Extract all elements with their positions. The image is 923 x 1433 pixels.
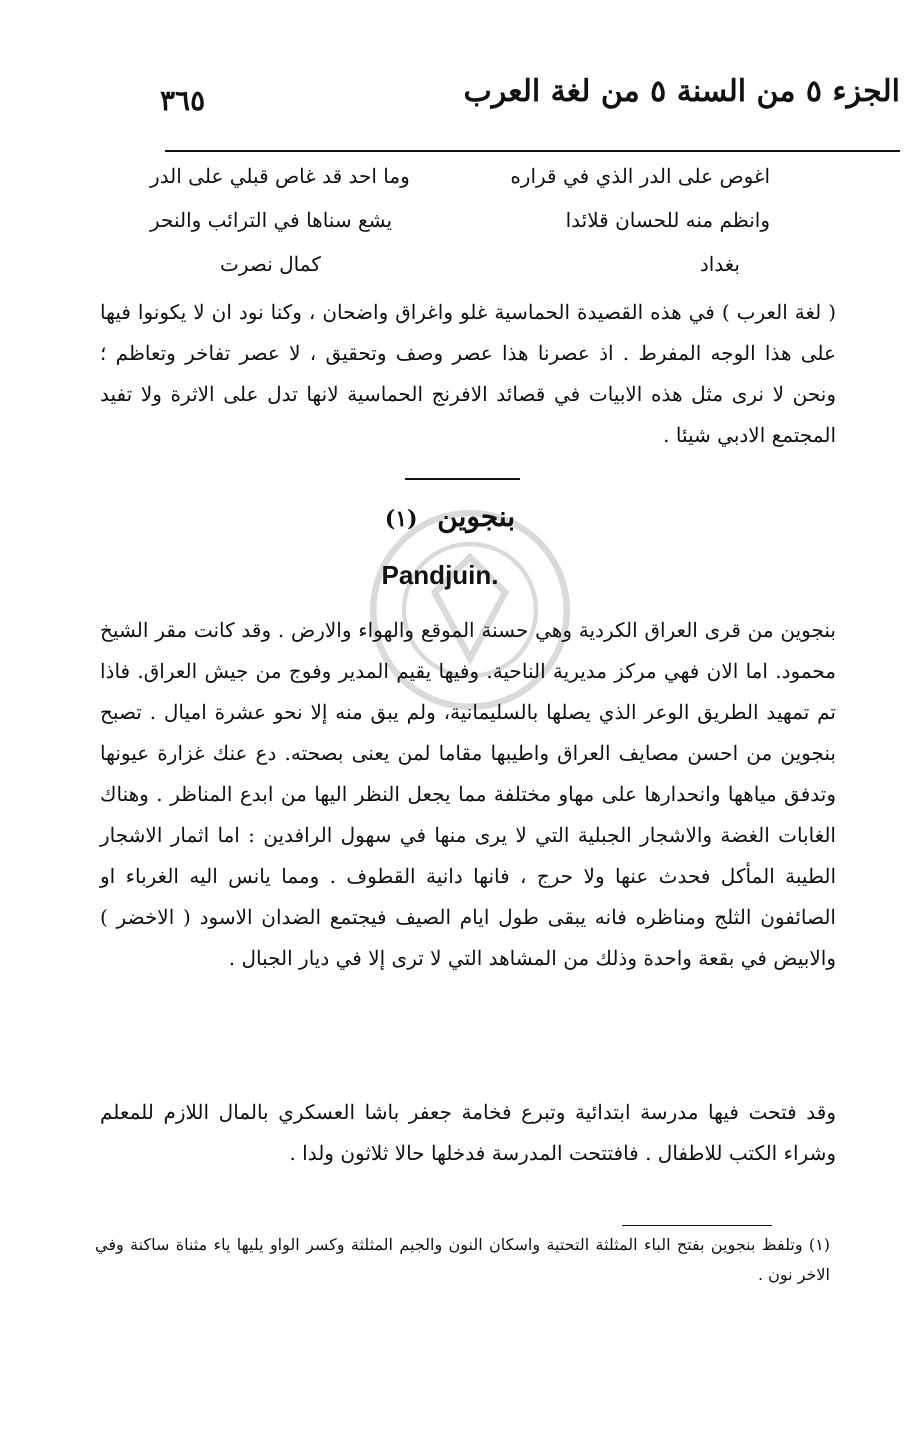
running-header [160, 70, 900, 130]
running-title: الجزء ٥ من السنة ٥ من لغة العرب [463, 74, 900, 109]
verse-first-hemistich: وانظم منه للحسان قلائدا [565, 208, 770, 232]
header-rule [165, 150, 900, 152]
article-title [330, 500, 570, 533]
signature-place: بغداد [699, 252, 740, 276]
verse-line [150, 158, 770, 202]
verse-second-hemistich: وما احد قد غاص قبلي على الدر [150, 164, 410, 188]
article-title-text: بنجوين [437, 500, 516, 533]
article-paragraph: بنجوين من قرى العراق الكردية وهي حسنة الموقع والهواء والارض . وقد كانت مقر الشيخ محمود. اما الان فهي مركز مديرية الناحية. وفيها يقيم المدير وفوج من جيش العراق. فاذا تم تمهيد الطريق الوعر الذي يصلها بالسليمانية، ولم يبق منه إلا نحو عشرة اميال . تصبح بنجوين من احسن مصايف العراق واطيبها مقاما لمن يعنى بصحته. دع عنك غزارة عيونها وتدفق مياهها وانحدارها على مهاو مختلفة مما يجعل النظر اليها من ابدع المناظر . وهناك الغابات الغضة والاشجار الجبلية التي لا يرى منها في سهول الرافدين : اما اثمار الاشجار الطيبة المأكل فحدث عنها ولا حرج ، فانها دانية القطوف . ومما يانس اليه الغرباء او الصائفون الثلج ومناظره فانه يبقى طول ايام الصيف فيجتمع الضدان الاسود ( الاخضر ) والابيض في بقعة واحدة وذلك من المشاهد التي لا ترى إلا في ديار الجبال . [100, 618, 837, 970]
verse-line [150, 202, 770, 246]
article-paragraph: وقد فتحت فيها مدرسة ابتدائية وتبرع فخامة جعفر باشا العسكري بالمال اللازم للمعلم وشراء الكتب للاطفال . فافتتحت المدرسة فدخلها حالا ثلاثون ولدا . [100, 1100, 836, 1165]
poem-signature [150, 246, 770, 286]
page-number: ٣٦٥ [160, 84, 206, 117]
verse-first-hemistich: اغوص على الدر الذي في قراره [510, 164, 770, 188]
article-title-latin: Pandjuin. [381, 560, 499, 590]
footnote-rule [622, 1225, 772, 1226]
signature-author: كمال نصرت [220, 252, 321, 276]
poem-verses [150, 158, 770, 286]
section-divider [405, 478, 520, 480]
editor-note: ( لغة العرب ) في هذه القصيدة الحماسية غلو واغراق واضحان ، وكنا نود ان لا يكونوا فيها على هذا الوجه المفرط . اذ عصرنا هذا عصر وصف وتحقيق ، لا عصر تفاخر وتعاظم ؛ ونحن لا نرى مثل هذه الابيات في قصائد الافرنج الحماسية لانها تدل على الاثرة ولا تفيد المجتمع الادبي شيئا . [100, 300, 836, 447]
footnote-mark: (١) [384, 506, 418, 532]
footnote: (١) وتلفظ بنجوين بفتح الباء المثلثة التحتية واسكان النون والجيم المثلثة وكسر الواو يليها ياء مثناة ساكنة وفي الاخر نون . [95, 1235, 830, 1284]
verse-second-hemistich: يشع سناها في الترائب والنحر [150, 208, 393, 232]
